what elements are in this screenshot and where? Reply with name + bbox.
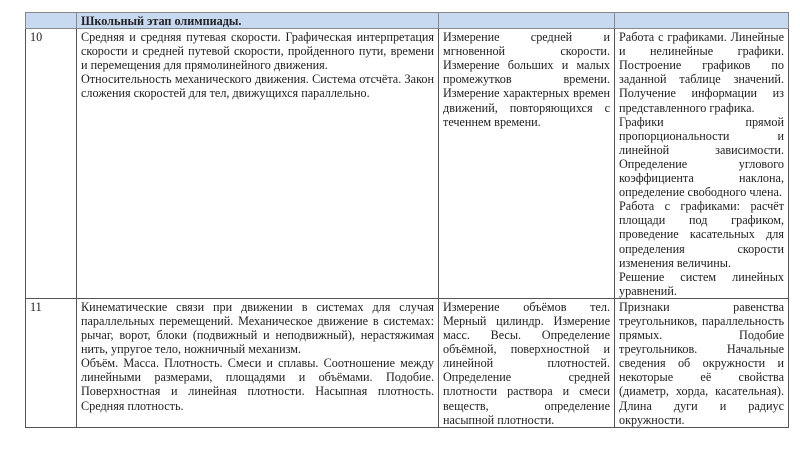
math-cell [615,298,789,427]
topics-cell [77,298,439,427]
paragraph: Измерение средней и мгновенной скорости. Измерение больших и малых промежутков времени. Измерение характерных времен движений, повторяющихся с теченнем времени. [443,30,610,129]
paragraph: Работа с графиками. Линейные и нелинейные графики. Построение графиков по заданной таблице значений. Получение информации из представленного графика. [619,30,784,115]
curriculum-table [25,12,789,428]
paragraph: Средняя и средняя путевая скорости. Графическая интерпретация скорости и средней путевой скорости, пройденного пути, времени и перемещения для прямолинейного движения. [81,30,434,73]
table-row [26,298,789,427]
paragraph: Кинематические связи при движении в системах для случая параллельных перемещений. Механическое движение в системах: рычаг, ворот, блоки (подвижный и неподвижный), нерастяжимая нить, упругое тело, ножничный механизм. [81,299,434,357]
header-cell-empty [615,13,789,29]
paragraph: Признаки равенства треугольников, параллельность прямых. Подобие треугольников. Начальные сведения об окружности и некоторые её свойства (диаметр, хорда, касательная). Длина дуги и радиус окружности. [619,299,784,427]
section-title: Школьный этап олимпиады. [77,13,439,29]
paragraph: Относительность механического движения. Система отсчёта. Закон сложения скоростей для тел, движущихся параллельно. [81,72,434,101]
paragraph: Решение систем линейных уравнений. [619,269,784,298]
section-header-row [26,13,789,29]
header-cell-empty [439,13,615,29]
math-cell [615,29,789,299]
row-number: 11 [26,298,77,427]
paragraph: Графики прямой пропорциональности и линейной зависимости. Определение углового коэффициента наклона, определение свободного члена. [619,114,784,200]
row-number: 10 [26,29,77,299]
experiments-cell [439,29,615,299]
document-table-container [25,0,789,428]
experiments-cell [439,298,615,427]
table-row [26,29,789,299]
paragraph: Измерение объёмов тел. Мерный цилиндр. Измерение масс. Весы. Определение объёмной, поверхностной и линейной плотностей. Определение средней плотности раствора и смеси веществ, определение насыпной плотности. [443,299,610,427]
header-cell-empty [26,13,77,29]
paragraph: Объём. Масса. Плотность. Смеси и сплавы. Соотношение между линейными размерами, площадями и объёмами. Подобие. Поверхностная и линейная плотности. Насыпная плотность. Средняя плотность. [81,356,434,413]
topics-cell [77,29,439,299]
paragraph: Работа с графиками: расчёт площади под графиком, проведение касательных для определения скорости изменения величины. [619,199,784,270]
